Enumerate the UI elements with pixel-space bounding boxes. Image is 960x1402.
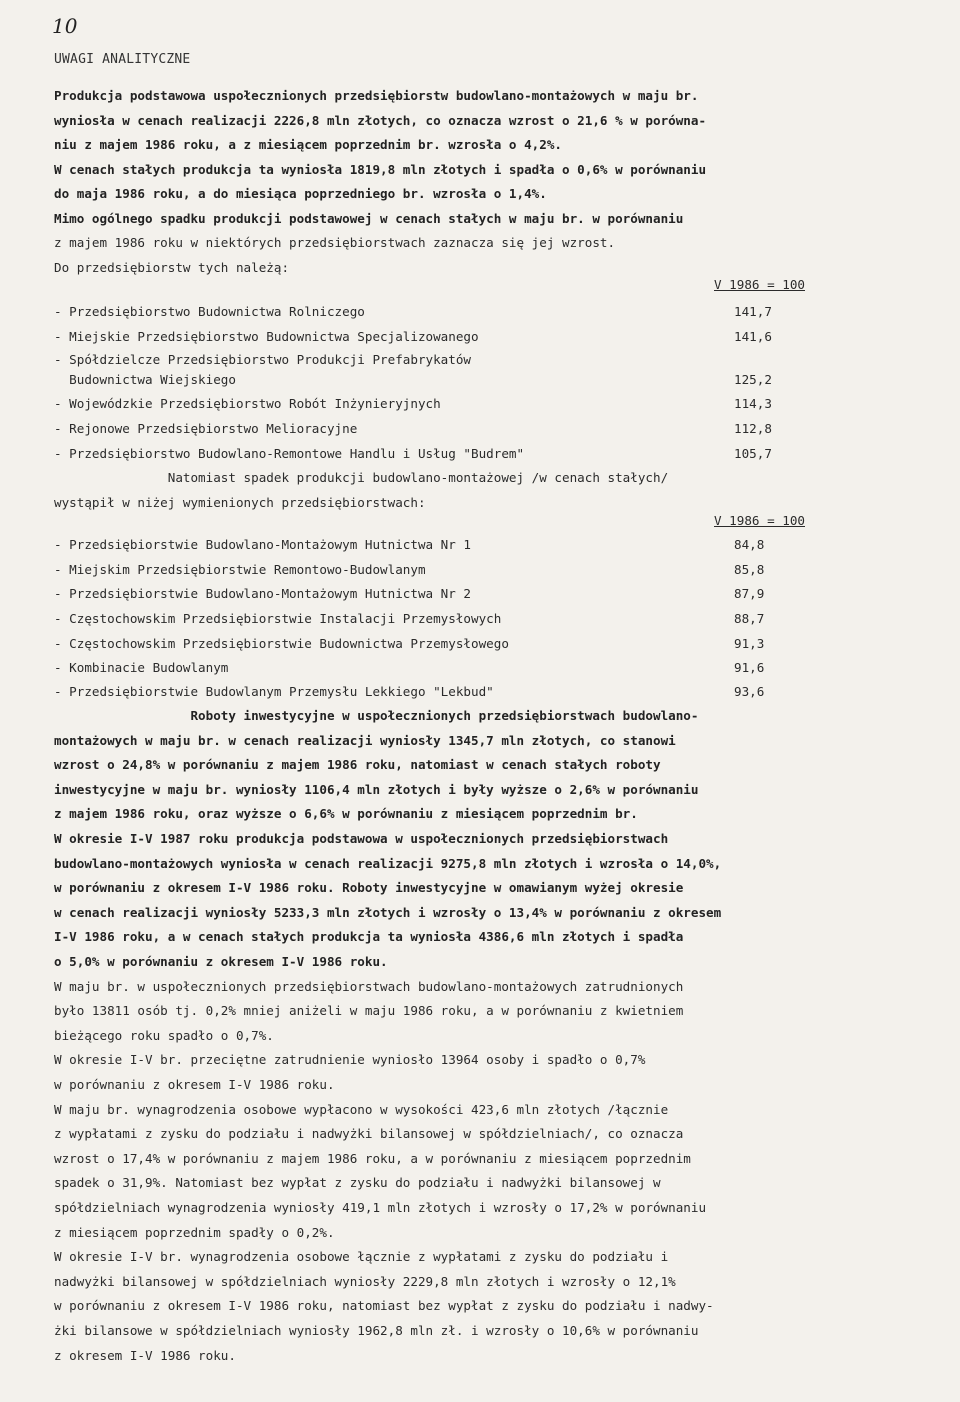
text-line: z majem 1986 roku, oraz wyższe o 6,6% w porównaniu z miesiącem poprzednim br. [54, 806, 638, 822]
text-line: W okresie I-V br. wynagrodzenia osobowe łącznie z wypłatami z zysku do podziału i [54, 1249, 669, 1265]
text-line: W okresie I-V 1987 roku produkcja podstawowa w uspołecznionych przedsiębiorstwach [54, 831, 669, 846]
text-line: niu z majem 1986 roku, a z miesiącem poprzednim br. wzrosła o 4,2%. [54, 137, 562, 152]
text-line: z majem 1986 roku w niektórych przedsiębiorstwach zaznacza się jej wzrost. [54, 235, 616, 250]
text-line: W maju br. wynagrodzenia osobowe wypłacono w wysokości 423,6 mln złotych /łącznie [54, 1101, 669, 1117]
item-label: - Częstochowskim Przedsiębiorstwie Budownictwa Przemysłowego [54, 636, 509, 651]
text-line: inwestycyjne w maju br. wyniosły 1106,4 mln złotych i były wyższe o 2,6% w porównaniu [54, 781, 699, 797]
text-line: wyniosła w cenach realizacji 2226,8 mln złotych, co oznacza wzrost o 21,6 % w porówna- [54, 112, 707, 128]
text-line: nadwyżki bilansowej w spółdzielniach wyniosły 2229,8 mln złotych i wzrosły o 12,1% [54, 1273, 676, 1289]
item-label: - Kombinacie Budowlanym [54, 660, 229, 675]
text-line: Mimo ogólnego spadku produkcji podstawowej w cenach stałych w maju br. w porównaniu [54, 210, 684, 226]
text-line: Roboty inwestycyjne w uspołecznionych przedsiębiorstwach budowlano- [54, 708, 699, 723]
text-line: wystąpił w niżej wymienionych przedsiębiorstwach: [54, 495, 426, 510]
text-line: żki bilansowe w spółdzielniach wyniosły 1962,8 mln zł. i wzrosły o 10,6% w porównaniu [54, 1323, 699, 1338]
item-label: - Miejskim Przedsiębiorstwie Remontowo-Budowlanym [54, 562, 426, 577]
text-line: z miesiącem poprzednim spadły o 0,2%. [54, 1224, 335, 1240]
text-line: z wypłatami z zysku do podziału i nadwyżki bilansowej w spółdzielniach/, co oznacza [54, 1126, 684, 1142]
text-line: z okresem I-V 1986 roku. [54, 1347, 236, 1363]
item-label: - Przedsiębiorstwo Budowlano-Remontowe Handlu i Usług "Budrem" [54, 446, 525, 461]
item-label: - Przedsiębiorstwie Budowlanym Przemysłu Lekkiego "Lekbud" [54, 684, 494, 699]
text-line: W okresie I-V br. przeciętne zatrudnienie wyniosło 13964 osoby i spadło o 0,7% [54, 1052, 646, 1068]
text-line: w porównaniu z okresem I-V 1986 roku. [54, 1077, 335, 1092]
item-value: 112,8 [734, 421, 772, 436]
item-value: 141,7 [734, 304, 772, 319]
item-label: - Miejskie Przedsiębiorstwo Budownictwa Specjalizowanego [54, 329, 479, 344]
item-value: 85,8 [734, 562, 765, 577]
item-value: 84,8 [734, 537, 765, 552]
item-value: 88,7 [734, 611, 765, 626]
text-line: wzrost o 24,8% w porównaniu z majem 1986 roku, natomiast w cenach stałych roboty [54, 757, 661, 773]
item-value: 141,6 [734, 329, 772, 344]
text-line: W cenach stałych produkcja ta wyniosła 1819,8 mln złotych i spadła o 0,6% w porównaniu [54, 161, 707, 177]
table2-header: V 1986 = 100 [714, 513, 805, 528]
item-label: - Rejonowe Przedsiębiorstwo Melioracyjne [54, 421, 358, 436]
text-line: Natomiast spadek produkcji budowlano-montażowej /w cenach stałych/ [54, 470, 669, 485]
text-line: Produkcja podstawowa uspołecznionych przedsiębiorstw budowlano-montażowych w maju br. [54, 88, 699, 103]
item-value: 91,3 [734, 636, 765, 651]
item-label: - Spółdzielcze Przedsiębiorstwo Produkcji Prefabrykatów [54, 352, 472, 367]
text-line: budowlano-montażowych wyniosła w cenach realizacji 9275,8 mln złotych i wzrosła o 14,0%, [54, 855, 722, 871]
item-label: - Przedsiębiorstwie Budowlano-Montażowym Hutnictwa Nr 1 [54, 537, 472, 552]
item-value: 105,7 [734, 446, 772, 461]
item-label: Budownictwa Wiejskiego [54, 372, 236, 387]
section-heading: UWAGI ANALITYCZNE [54, 52, 191, 67]
text-line: do maja 1986 roku, a do miesiąca poprzedniego br. wzrosła o 1,4%. [54, 186, 547, 201]
page-number: 10 [52, 14, 78, 38]
item-value: 91,6 [734, 660, 765, 675]
text-line: w cenach realizacji wyniosły 5233,3 mln złotych i wzrosły o 13,4% w porównaniu z okresem [54, 904, 722, 920]
text-line: spółdzielniach wynagrodzenia wyniosły 419,1 mln złotych i wzrosły o 17,2% w porównaniu [54, 1200, 707, 1215]
item-label: - Przedsiębiorstwie Budowlano-Montażowym Hutnictwa Nr 2 [54, 586, 472, 601]
item-value: 87,9 [734, 586, 765, 601]
item-label: - Przedsiębiorstwo Budownictwa Rolniczego [54, 304, 365, 319]
text-line: montażowych w maju br. w cenach realizacji wyniosły 1345,7 mln złotych, co stanowi [54, 732, 676, 748]
item-label: - Częstochowskim Przedsiębiorstwie Instalacji Przemysłowych [54, 611, 502, 626]
text-line: o 5,0% w porównaniu z okresem I-V 1986 roku. [54, 954, 388, 969]
table1-header: V 1986 = 100 [714, 277, 805, 292]
text-line: było 13811 osób tj. 0,2% mniej aniżeli w maju 1986 roku, a w porównaniu z kwietniem [54, 1003, 684, 1019]
item-label: - Wojewódzkie Przedsiębiorstwo Robót Inżynieryjnych [54, 396, 441, 411]
text-line: I-V 1986 roku, a w cenach stałych produkcja ta wyniosła 4386,6 mln złotych i spadła [54, 929, 684, 945]
text-line: w porównaniu z okresem I-V 1986 roku, natomiast bez wypłat z zysku do podziału i nadwy- [54, 1298, 714, 1314]
text-line: bieżącego roku spadło o 0,7%. [54, 1027, 274, 1043]
item-value: 93,6 [734, 684, 765, 699]
item-value: 125,2 [734, 372, 772, 387]
text-line: Do przedsiębiorstw tych należą: [54, 259, 290, 275]
text-line: wzrost o 17,4% w porównaniu z majem 1986 roku, a w porównaniu z miesiącem poprzednim [54, 1150, 691, 1166]
text-line: spadek o 31,9%. Natomiast bez wypłat z zysku do podziału i nadwyżki bilansowej w [54, 1175, 661, 1191]
text-line: w porównaniu z okresem I-V 1986 roku. Roboty inwestycyjne w omawianym wyżej okresie [54, 880, 684, 896]
text-line: W maju br. w uspołecznionych przedsiębiorstwach budowlano-montażowych zatrudnionych [54, 978, 684, 994]
item-value: 114,3 [734, 396, 772, 411]
